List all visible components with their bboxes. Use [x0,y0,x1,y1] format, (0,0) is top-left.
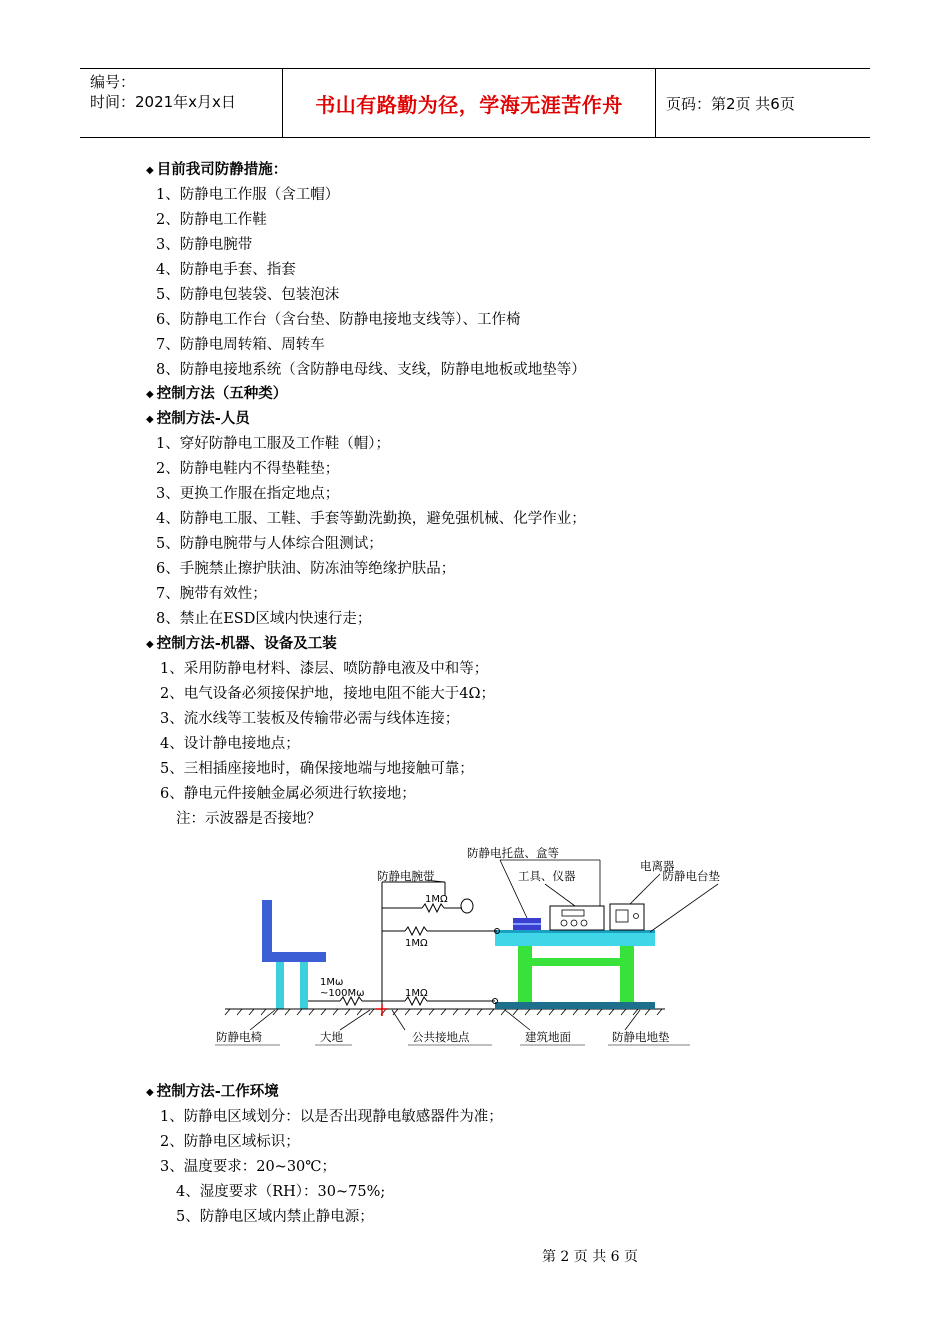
list-item: 4、湿度要求（RH）：30~75%; [176,1184,386,1200]
list-item: 2、防静电区域标识； [160,1134,300,1150]
list-item: 3、更换工作服在指定地点； [156,486,340,502]
chair-seat [262,952,326,962]
list-item: 3、温度要求：20~30℃； [160,1159,336,1175]
table-leg-left [518,946,532,1002]
list-item: 4、防静电工服、工鞋、手套等勤洗勤换，避免强机械、化学作业； [156,511,586,527]
ionizer [610,904,644,930]
list-item: 5、三相插座接地时，确保接地端与地接触可靠； [160,761,474,777]
label-ionizer: 电离器 [640,859,675,873]
list-item: 2、防静电鞋内不得垫鞋垫； [156,461,340,477]
diamond-bullet-icon: ◆ [146,165,154,176]
list-item: 2、电气设备必须接保护地，接地电阻不能大于4Ω； [160,686,495,702]
list-item: 5、防静电区域内禁止静电源； [176,1209,374,1225]
section-title-equipment: ◆ 控制方法-机器、设备及工装 [146,636,337,652]
list-item: 5、防静电腕带与人体综合阻测试； [156,536,383,552]
list-item: 4、设计静电接地点； [160,736,300,752]
list-item: 8、禁止在ESD区域内快速行走； [156,611,372,627]
wrist-strap-loop [461,899,473,913]
list-item: 3、防静电腕带 [156,237,253,253]
label-floor-mat: 防静电地垫 [612,1030,670,1044]
chair-leg-right [300,962,308,1009]
page-footer: 第 2 页 共 6 页 [541,1249,639,1265]
resistor-label-r3: 1MΩ [405,988,428,999]
diamond-bullet-icon: ◆ [146,639,154,650]
list-item: 7、防静电周转箱、周转车 [156,337,325,353]
section-title-control-methods: ◆ 控制方法（五种类） [146,386,288,402]
label-tray: 防静电托盘、盒等 [467,846,559,860]
table-crossbar [532,958,620,966]
diamond-bullet-icon: ◆ [146,1087,154,1098]
header-left-cell [80,69,283,137]
number-label: 编号： [90,73,136,91]
ground-hatching [225,1009,662,1015]
label-building-floor: 建筑地面 [525,1030,571,1044]
note: 注：示波器是否接地？ [176,811,321,827]
resistor-label-r1: 1MΩ [425,894,448,905]
header-motto-cell [283,69,656,137]
motto: 书山有路勤为径，学海无涯苦作舟 [315,92,623,117]
list-item: 6、手腕禁止擦护肤油、防冻油等绝缘护肤品； [156,561,456,577]
section-title-personnel: ◆ 控制方法-人员 [146,411,250,427]
table-leg-right [620,946,634,1002]
chair-leg-left [276,962,284,1009]
diamond-bullet-icon: ◆ [146,389,154,400]
label-table-mat: 防静电台垫 [662,869,720,883]
instrument [550,906,604,930]
list-item: 1、穿好防静电工服及工作鞋（帽）； [156,436,390,452]
section-title-current-measures: ◆ 目前我司防静措施： [146,162,288,178]
tray-stripe [513,923,541,925]
list-item: 6、静电元件接触金属必须进行软接地； [160,786,416,802]
list-item: 6、防静电工作台（含台垫、防静电接地支线等）、工作椅 [156,312,521,328]
time-label: 时间：2021年x月x日 [90,93,236,111]
page-header [80,68,870,138]
header-right-cell [656,69,870,137]
list-item: 8、防静电接地系统（含防静电母线、支线，防静电地板或地垫等） [156,362,586,378]
resistor-symbol [422,904,444,912]
section-title-environment: ◆ 控制方法-工作环境 [146,1084,279,1100]
label-tools: 工具、仪器 [518,869,576,883]
resistor-symbol [405,927,427,935]
label-earth: 大地 [320,1030,343,1044]
label-wrist-strap: 防静电腕带 [377,869,435,883]
page-label: 页码：第2页 共6页 [666,94,795,113]
floor-mat [495,1002,655,1009]
list-item: 1、防静电区域划分：以是否出现静电敏感器件为准； [160,1109,503,1125]
resistor-label-chair-2: ~100Mω [320,988,365,999]
list-item: 1、采用防静电材料、漆层、喷防静电液及中和等； [160,661,489,677]
diamond-bullet-icon: ◆ [146,414,154,425]
label-common-ground: 公共接地点 [412,1030,470,1044]
list-item: 4、防静电手套、指套 [156,262,296,278]
list-item: 2、防静电工作鞋 [156,212,267,228]
label-chair: 防静电椅 [216,1030,262,1044]
list-item: 7、腕带有效性； [156,586,267,602]
resistor-label-chair-1: 1Mω [320,977,344,988]
esd-workstation-diagram [200,840,720,1055]
list-item: 1、防静电工作服（含工帽） [156,187,340,203]
list-item: 3、流水线等工装板及传输带必需与线体连接； [160,711,460,727]
resistor-label-r2: 1MΩ [405,938,428,949]
list-item: 5、防静电包装袋、包装泡沫 [156,287,340,303]
